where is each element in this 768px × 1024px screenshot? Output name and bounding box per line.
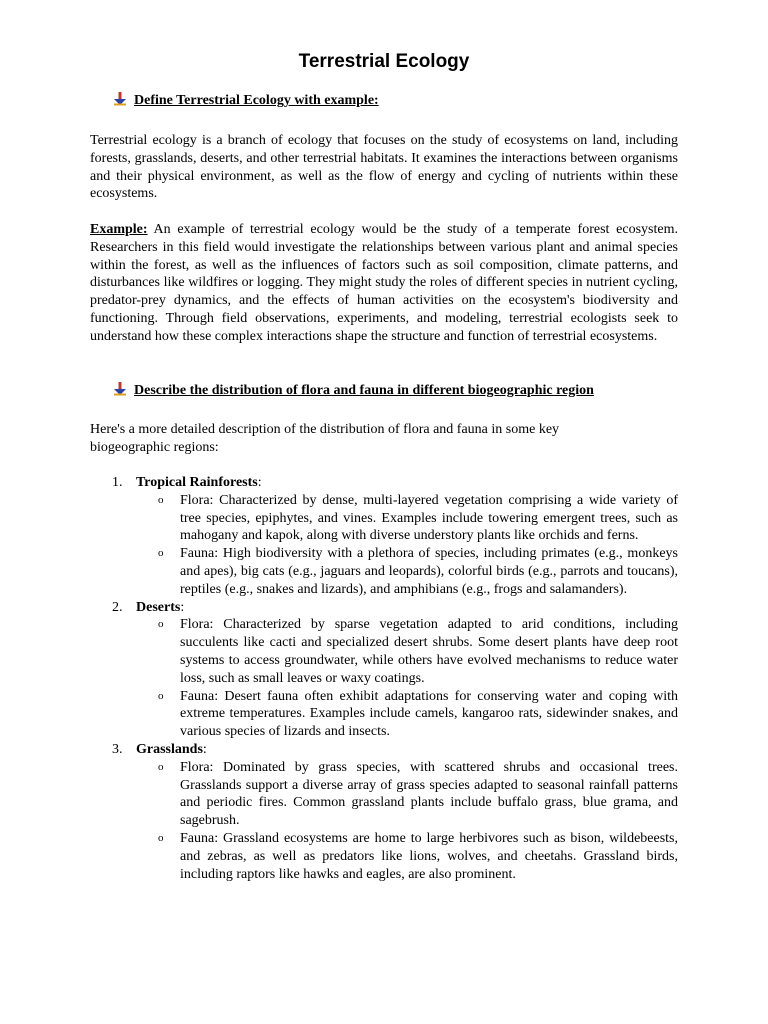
flora-text: Flora: Dominated by grass species, with scattered shrubs and occasional trees. Grasslands support a diverse array of grass species adapted to seasonal rainfall patterns and periodic fires. Common grassland plants include buffalo grass, blue grama, and sagebrush.: [180, 759, 678, 829]
circle-bullet-icon: o: [158, 618, 164, 631]
fauna-text: Fauna: High biodiversity with a plethora of species, including primates (e.g., monkeys and apes), big cats (e.g., jaguars and leopards), colorful birds (e.g., parrots and toucans), reptiles (e.g., snakes and lizards), and amphibians (e.g., frogs and salamanders).: [180, 546, 678, 597]
section-heading-distribution: [114, 382, 594, 400]
sub-item-flora: [90, 759, 678, 830]
sub-item-fauna: [90, 688, 678, 741]
regions-list: [90, 474, 678, 883]
definition-paragraph: Terrestrial ecology is a branch of ecology that focuses on the study of ecosystems on land, including forests, grasslands, deserts, and other terrestrial habitats. It examines the interactions between organisms and their physical environment, as well as the flow of energy and cycling of nutrients within these ecosystems.: [90, 133, 678, 202]
arrow-bullet-icon: [114, 382, 126, 396]
section-heading-distribution-text: Describe the distribution of flora and fauna in different biogeographic region: [134, 383, 594, 398]
circle-bullet-icon: o: [158, 689, 164, 702]
list-item-deserts: 2. Deserts:: [112, 599, 185, 615]
list-item-grasslands: 3. Grasslands:: [112, 741, 207, 757]
list-number: 1.: [112, 475, 123, 490]
circle-bullet-icon: o: [158, 547, 164, 560]
section-heading-define-text: Define Terrestrial Ecology with example:: [134, 93, 379, 108]
list-number: 2.: [112, 599, 123, 615]
example-label: Example:: [90, 222, 148, 237]
region-name: Tropical Rainforests: [136, 475, 258, 490]
sub-item-fauna: [90, 545, 678, 598]
region-name: Grasslands: [136, 741, 203, 757]
sub-item-fauna: [90, 830, 678, 883]
sub-item-flora: [90, 492, 678, 545]
example-paragraph: [90, 221, 678, 346]
fauna-text: Fauna: Grassland ecosystems are home to large herbivores such as bison, wildebeests, and zebras, as well as predators like lions, wolves, and cheetahs. Grassland birds, including raptors like hawks and eagles, are also prominent.: [180, 830, 678, 882]
arrow-bullet-icon: [114, 92, 126, 106]
document-title: Terrestrial Ecology: [298, 51, 470, 72]
fauna-text: Fauna: Desert fauna often exhibit adaptations for conserving water and coping with extreme temperatures. Examples include camels, kangaroo rats, sidewinder snakes, and various species of lizards and insects.: [180, 688, 678, 740]
flora-text: Flora: Characterized by dense, multi-layered vegetation comprising a wide variety of tree species, epiphytes, and vines. Examples include towering emergent trees, such as mahogany and kapok, along with diverse understory plants like orchids and ferns.: [180, 492, 678, 544]
example-text: An example of terrestrial ecology would be the study of a temperate forest ecosystem. Researchers in this field would investigate the relationships between various plant and animal species within the forest, as well as the influences of factors such as soil composition, climate patterns, and disturbances like wildfires or logging. They might study the roles of different species in nutrient cycling, predator-prey dynamics, and the effects of human activities on the ecosystem's biodiversity and functioning. Through field observations, experiments, and modeling, terrestrial ecologists seek to understand how these complex interactions shape the structure and function of terrestrial ecosystems.: [90, 222, 678, 344]
intro-paragraph: Here's a more detailed description of the distribution of flora and fauna in some key biogeographic regions:: [90, 422, 560, 455]
flora-text: Flora: Characterized by sparse vegetation adapted to arid conditions, including succulents like cacti and specialized desert shrubs. Some desert plants have deep root systems to access groundwater, while others have evolved mechanisms to reduce water loss, such as small leaves or waxy coatings.: [180, 617, 678, 686]
sub-item-flora: [90, 616, 678, 687]
circle-bullet-icon: o: [158, 831, 164, 844]
list-item-tropical-rainforests: 1. Tropical Rainforests:: [112, 475, 262, 490]
list-number: 3.: [112, 741, 123, 757]
circle-bullet-icon: o: [158, 760, 164, 773]
section-heading-define: [114, 92, 379, 110]
circle-bullet-icon: o: [158, 493, 164, 506]
region-name: Deserts: [136, 599, 181, 615]
